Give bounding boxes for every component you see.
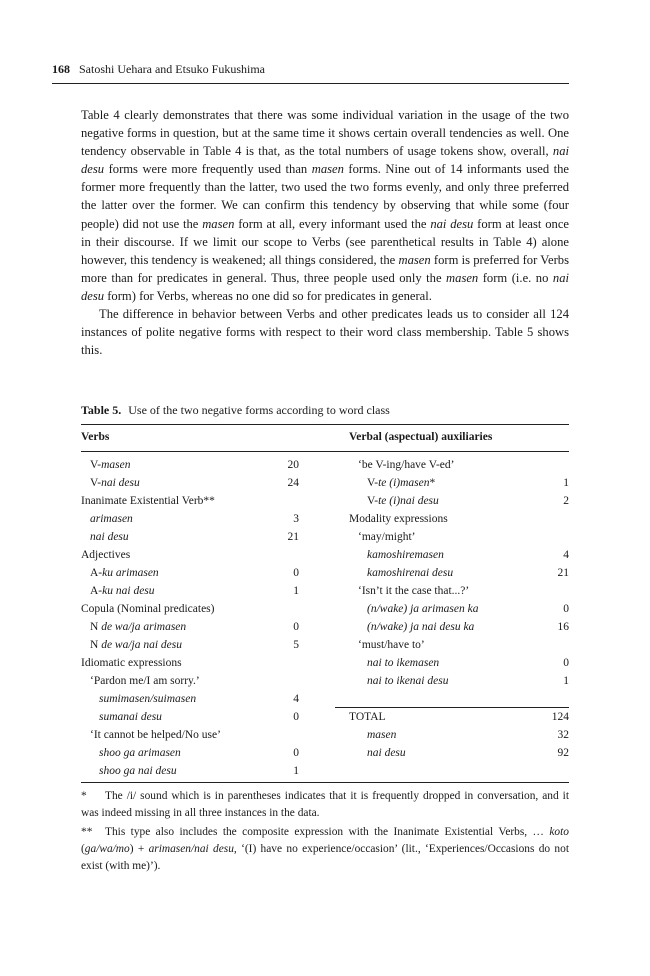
verbs-row-label: Idiomatic expressions	[81, 657, 182, 669]
aux-row-label: nai to ikenai desu	[367, 675, 449, 687]
paragraph-2: The difference in behavior between Verbs and other predicates leads us to consider all 124 instances of polite negative forms with respect to their word class membership. Table 5 shows this.	[81, 307, 569, 358]
verbs-row-count: 24	[287, 477, 299, 489]
verbs-row-count: 0	[293, 567, 299, 579]
table-header-rule	[81, 451, 569, 452]
verbs-row-count: 20	[287, 459, 299, 471]
table-caption-text: Use of the two negative forms according to word class	[128, 403, 390, 417]
verbs-row-label: Adjectives	[81, 549, 131, 561]
total-row-count: 92	[557, 747, 569, 759]
table-header-auxiliaries: Verbal (aspectual) auxiliaries	[349, 431, 493, 443]
aux-row-label: kamoshiremasen	[367, 549, 444, 561]
verbs-row-label: V-nai desu	[90, 477, 140, 489]
italic-form-term: masen	[311, 162, 344, 177]
verbs-row-label: V-masen	[90, 459, 131, 471]
aux-row-count: 2	[563, 495, 569, 507]
italic-form-term: nai desu	[81, 144, 569, 177]
verbs-row-label: nai desu	[90, 531, 129, 543]
aux-row-label: ‘must/have to’	[358, 639, 425, 651]
aux-row-count: 4	[563, 549, 569, 561]
verbs-row-label: Copula (Nominal predicates)	[81, 603, 215, 615]
running-header	[52, 62, 569, 77]
verbs-row-count: 1	[293, 765, 299, 777]
aux-row-label: V-te (i)nai desu	[367, 495, 439, 507]
verbs-row-count: 5	[293, 639, 299, 651]
aux-row-label: ‘Isn’t it the case that...?’	[358, 585, 470, 597]
verbs-row-label: sumanai desu	[99, 711, 162, 723]
verbs-row-count: 0	[293, 621, 299, 633]
footnote-1-text: The /i/ sound which is in parentheses indicates that it is frequently dropped in conversation, and it was indeed missing in all three instances in the data.	[81, 790, 569, 819]
verbs-row-label: arimasen	[90, 513, 133, 525]
footnote-2-mark: **	[81, 826, 93, 838]
italic-form-term: nai desu	[81, 270, 569, 303]
aux-row-count: 0	[563, 657, 569, 669]
italic-form-term: masen	[202, 216, 235, 231]
header-rule	[52, 83, 569, 84]
aux-row-count: 16	[557, 621, 569, 633]
footnote-2-italic-forms: arimasen/nai desu	[148, 843, 234, 855]
aux-row-label: V-te (i)masen*	[367, 477, 436, 489]
footnote-2-italic-particles: ga/wa/mo	[84, 843, 130, 855]
verbs-row-count: 1	[293, 585, 299, 597]
table-top-rule	[81, 424, 569, 425]
aux-row-label: (n/wake) ja nai desu ka	[367, 621, 475, 633]
verbs-row-label: A-ku arimasen	[90, 567, 159, 579]
verbs-row-label: ‘It cannot be helped/No use’	[90, 729, 221, 741]
paragraph-1: Table 4 clearly demonstrates that there was some individual variation in the usage of the two negative forms in question, but at the same time it shows certain overall tendencies as well. One tendency observable in Table 4 is that, as the total numbers of usage tokens show, overall, nai desu forms were more frequently used than masen forms. Nine out of 14 informants used the former more frequently than the latter, two used the two forms evenly, and only three preferred the latter over the former. We can confirm this tendency by observing that while some (four people) did not use the masen form at all, every informant used the nai desu form at least once in their discourse. If we limit our scope to Verbs (see parenthetical results in Table 4) alone however, this tendency is weakened; all things considered, the masen form is preferred for Verbs more than for predicates in general. Thus, three people used only the masen form (i.e. no nai desu form) for Verbs, whereas no one did so for predicates in general.	[81, 108, 570, 303]
verbs-row-label: N de wa/ja nai desu	[90, 639, 183, 651]
aux-row-label: kamoshirenai desu	[367, 567, 454, 579]
aux-row-label: nai to ikemasen	[367, 657, 440, 669]
footnote-1-mark: *	[81, 790, 87, 802]
aux-row-label: ‘be V-ing/have V-ed’	[358, 459, 455, 471]
total-row-label: nai desu	[367, 747, 406, 759]
aux-row-label: ‘may/might’	[358, 531, 416, 543]
footnote-2-paren: (	[81, 843, 85, 855]
verbs-row-label: sumimasen/suimasen	[99, 693, 197, 705]
aux-row-count: 1	[563, 477, 569, 489]
italic-form-term: masen	[398, 252, 431, 267]
table-bottom-rule	[81, 782, 569, 783]
aux-row-label: (n/wake) ja arimasen ka	[367, 603, 479, 615]
italic-form-term: masen	[446, 270, 479, 285]
italic-form-term: nai desu	[430, 216, 474, 231]
total-row-count: 124	[551, 711, 569, 723]
aux-row-count: 0	[563, 603, 569, 615]
aux-row-label: Modality expressions	[349, 513, 448, 525]
verbs-row-label: N de wa/ja arimasen	[90, 621, 187, 633]
footnote-2	[81, 824, 569, 875]
verbs-row-count: 4	[293, 693, 299, 705]
verbs-row-label: ‘Pardon me/I am sorry.’	[90, 675, 200, 687]
page-number: 168	[52, 62, 70, 76]
footnote-2-text: This type also includes the composite expression with the Inanimate Existential Verbs, …	[105, 826, 544, 838]
footnote-2-gloss: , ‘(I) have no experience/occasion’ (lit., ‘Experiences/Occasions do not exist (with me)’).	[81, 843, 569, 872]
footnote-2-italic-koto: koto	[549, 826, 569, 838]
total-rule	[335, 707, 569, 708]
running-header-authors: Satoshi Uehara and Etsuko Fukushima	[79, 62, 265, 76]
table-header-verbs: Verbs	[81, 431, 110, 443]
verbs-row-count: 0	[293, 747, 299, 759]
aux-row-count: 21	[557, 567, 569, 579]
verbs-row-label: Inanimate Existential Verb**	[81, 495, 215, 507]
total-row-count: 32	[557, 729, 569, 741]
total-row-label: masen	[367, 729, 397, 741]
verbs-row-label: shoo ga arimasen	[99, 747, 181, 759]
body-text	[81, 106, 569, 359]
footnote-1	[81, 788, 569, 822]
verbs-row-count: 21	[287, 531, 299, 543]
table-caption-label: Table 5.	[81, 403, 122, 417]
verbs-row-label: shoo ga nai desu	[99, 765, 177, 777]
table-caption	[81, 403, 390, 418]
verbs-row-label: A-ku nai desu	[90, 585, 155, 597]
verbs-row-count: 3	[293, 513, 299, 525]
footnote-2-plus: ) +	[129, 843, 149, 855]
total-row-label: TOTAL	[349, 711, 386, 723]
aux-row-count: 1	[563, 675, 569, 687]
verbs-row-count: 0	[293, 711, 299, 723]
